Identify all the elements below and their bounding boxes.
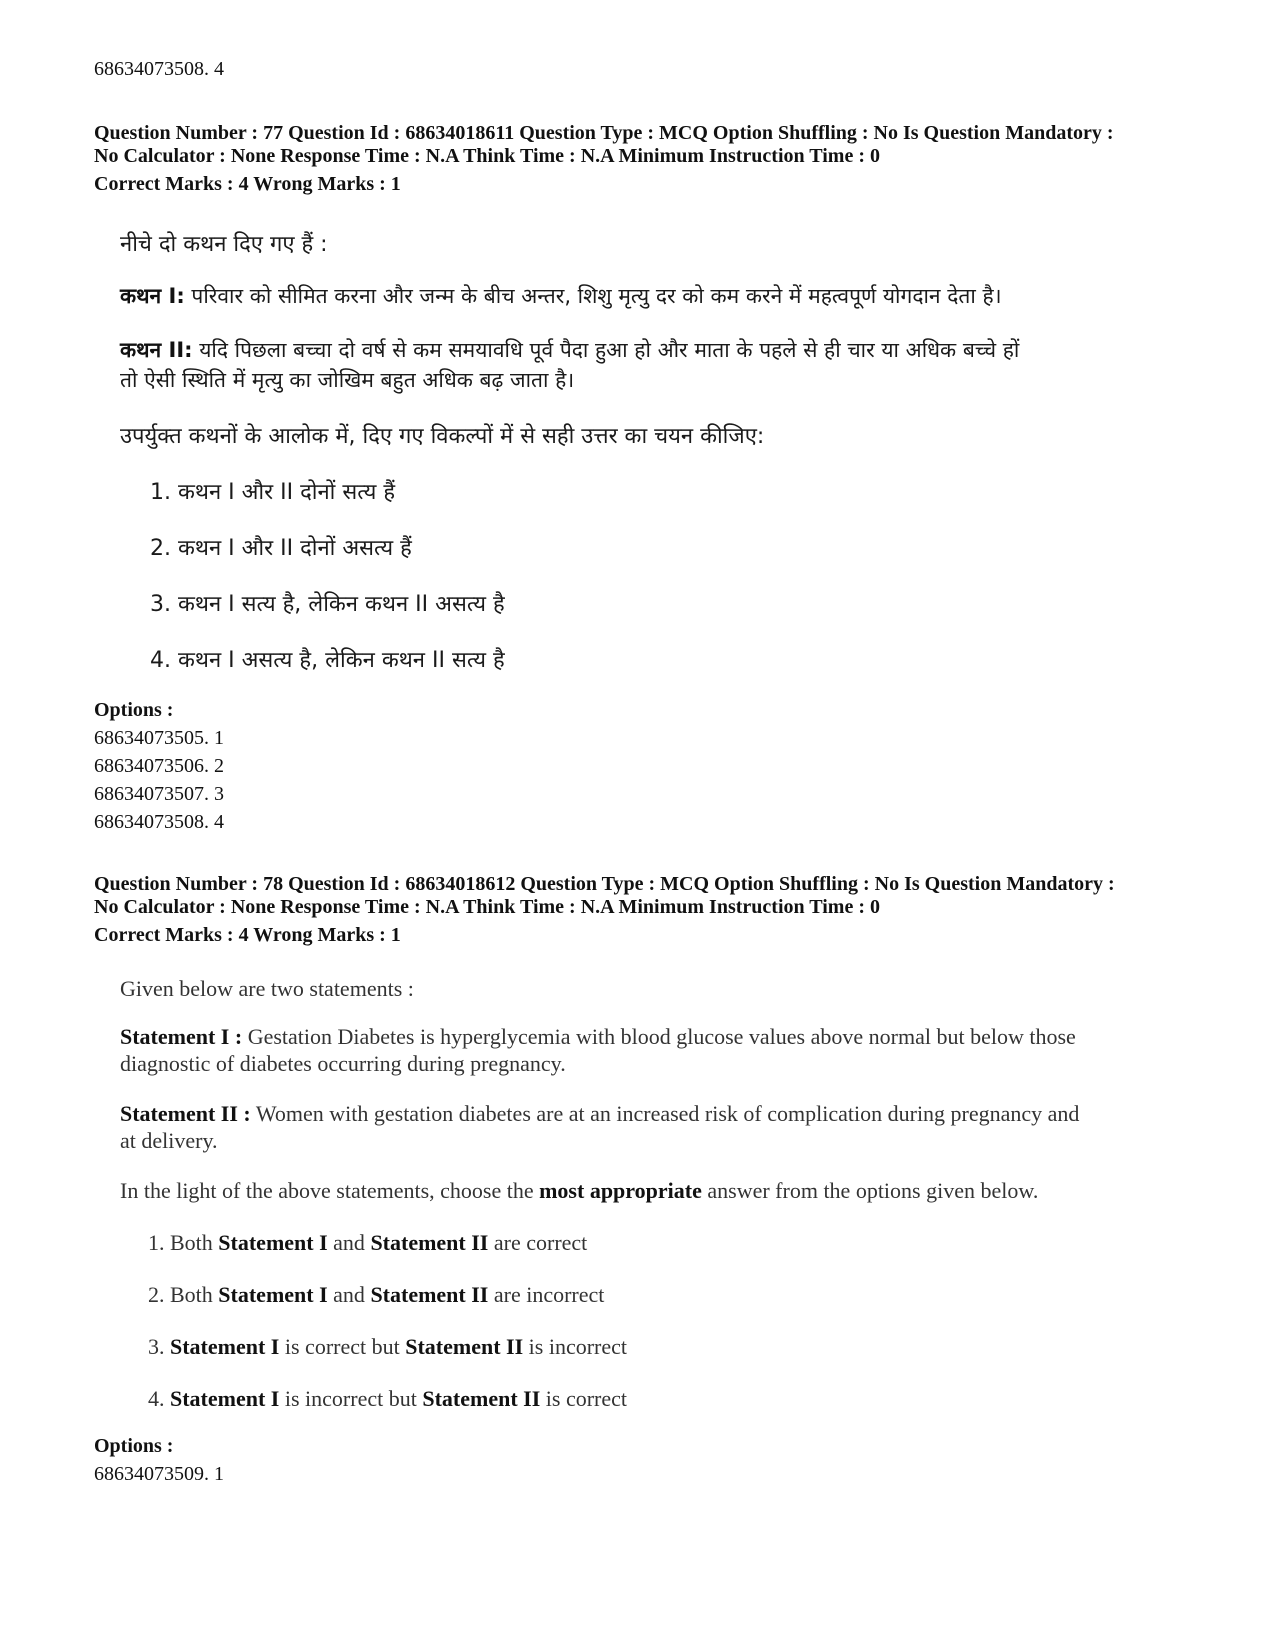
q78-c4-part2: is incorrect but [284, 1386, 417, 1411]
q78-c2-part4: are incorrect [493, 1282, 605, 1307]
q78-prompt-a: In the light of the above statements, choose the [120, 1178, 534, 1203]
q78-meta-line1: Question Number : 78 Question Id : 68634018612 Question Type : MCQ Option Shuffling : No Is Question Mandatory : [94, 873, 1115, 895]
q77-statement-2-label: कथन II: [120, 338, 193, 362]
q77-option-4: 68634073508. 4 [94, 811, 224, 833]
q77-option-3: 68634073507. 3 [94, 783, 224, 805]
q78-meta-line2: No Calculator : None Response Time : N.A Think Time : N.A Minimum Instruction Time : 0 [94, 896, 880, 918]
q78-prompt-c: answer from the options given below. [707, 1178, 1039, 1203]
q77-choice-3: 3. कथन I सत्य है, लेकिन कथन II असत्य है [150, 592, 505, 617]
q78-option-1: 68634073509. 1 [94, 1463, 224, 1485]
q78-c1-part2: and [333, 1230, 365, 1255]
q77-prompt: उपर्युक्त कथनों के आलोक में, दिए गए विकल्पों में से सही उत्तर का चयन कीजिए: [120, 424, 765, 449]
q78-c2-part2: and [333, 1282, 365, 1307]
q77-statement-2-line2: तो ऐसी स्थिति में मृत्यु का जोखिम बहुत अधिक बढ़ जाता है। [120, 368, 575, 392]
q78-c3-part1: Statement I [170, 1334, 280, 1359]
q77-option-2: 68634073506. 2 [94, 755, 224, 777]
q77-meta-line1: Question Number : 77 Question Id : 68634018611 Question Type : MCQ Option Shuffling : No Is Question Mandatory : [94, 122, 1114, 144]
q77-choice-1: 1. कथन I और II दोनों सत्य हैं [150, 480, 396, 505]
q78-options-label: Options : [94, 1435, 174, 1457]
q78-intro: Given below are two statements : [120, 976, 414, 1001]
q78-c2-part1: Statement I [218, 1282, 328, 1307]
q78-c4-part1: Statement I [170, 1386, 280, 1411]
q77-options-label: Options : [94, 699, 174, 721]
q78-statement-2-line2: at delivery. [120, 1128, 218, 1153]
q77-choice-4: 4. कथन I असत्य है, लेकिन कथन II सत्य है [150, 648, 505, 673]
q78-prompt [120, 1178, 1038, 1204]
q78-statement-1-label: Statement I : [120, 1024, 243, 1049]
q78-c1-part0: 1. Both [148, 1230, 213, 1255]
q78-statement-1-line2: diagnostic of diabetes occurring during pregnancy. [120, 1051, 566, 1076]
q77-choice-2: 2. कथन I और II दोनों असत्य हैं [150, 536, 412, 561]
q77-statement-2-text-line1: यदि पिछला बच्चा दो वर्ष से कम समयावधि पूर्व पैदा हुआ हो और माता के पहले से ही चार या अधिक बच्चे हों [199, 338, 1020, 362]
q78-c2-part0: 2. Both [148, 1282, 213, 1307]
q78-c2-part3: Statement II [370, 1282, 489, 1307]
q78-c1-part1: Statement I [218, 1230, 328, 1255]
q78-statement-1-line1 [120, 1024, 1076, 1050]
q78-choice-4 [148, 1386, 627, 1412]
q77-intro: नीचे दो कथन दिए गए हैं : [120, 232, 328, 257]
q78-choice-1 [148, 1230, 587, 1256]
q78-statement-2-text: Women with gestation diabetes are at an increased risk of complication during pregnancy and [255, 1101, 1080, 1126]
q78-c3-part3: Statement II [405, 1334, 524, 1359]
q78-c4-part4: is correct [545, 1386, 628, 1411]
previous-option-line: 68634073508. 4 [94, 58, 224, 80]
q78-prompt-bold: most appropriate [539, 1178, 702, 1203]
q78-c1-part4: are correct [493, 1230, 588, 1255]
q78-marks: Correct Marks : 4 Wrong Marks : 1 [94, 924, 401, 946]
q78-c4-part0: 4. [148, 1386, 165, 1411]
q78-c3-part4: is incorrect [528, 1334, 628, 1359]
q78-c4-part3: Statement II [422, 1386, 541, 1411]
q77-option-1: 68634073505. 1 [94, 727, 224, 749]
q77-statement-2 [120, 336, 1019, 364]
q78-statement-2-line1 [120, 1101, 1079, 1127]
q78-c1-part3: Statement II [370, 1230, 489, 1255]
q78-c3-part2: is correct but [284, 1334, 400, 1359]
q77-marks: Correct Marks : 4 Wrong Marks : 1 [94, 173, 401, 195]
q78-choice-3 [148, 1334, 627, 1360]
q77-statement-1-label: कथन I: [120, 284, 185, 308]
q77-meta-line2: No Calculator : None Response Time : N.A Think Time : N.A Minimum Instruction Time : 0 [94, 145, 880, 167]
q78-statement-1-text: Gestation Diabetes is hyperglycemia with blood glucose values above normal but below those [247, 1024, 1076, 1049]
q77-statement-1 [120, 282, 1002, 310]
q78-c3-part0: 3. [148, 1334, 165, 1359]
q78-statement-2-label: Statement II : [120, 1101, 251, 1126]
q77-statement-1-text: परिवार को सीमित करना और जन्म के बीच अन्तर, शिशु मृत्यु दर को कम करने में महत्वपूर्ण योगदान देता है। [191, 284, 1002, 308]
q78-choice-2 [148, 1282, 604, 1308]
